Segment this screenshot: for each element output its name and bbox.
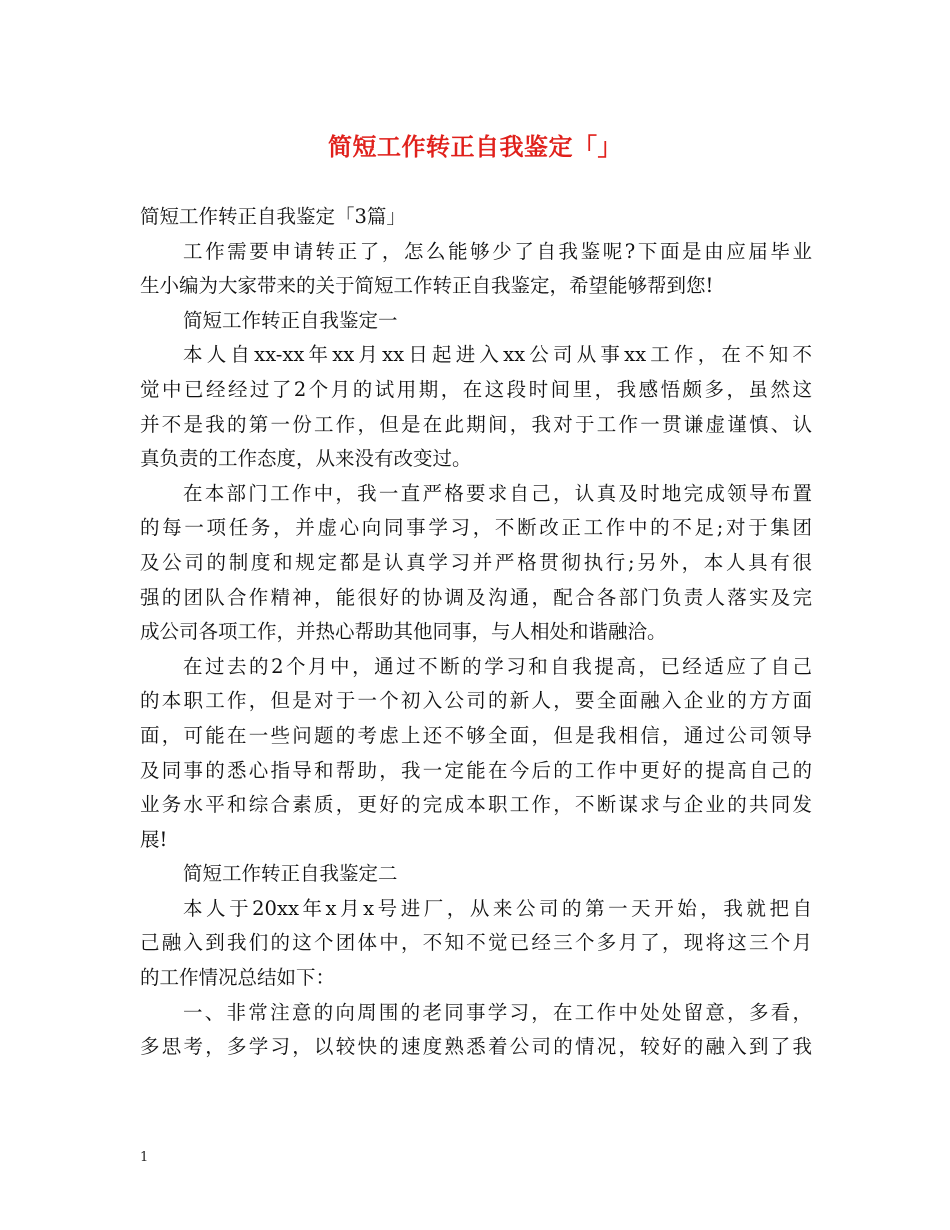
subtitle-line: 简短工作转正自我鉴定「3篇」 [140, 205, 406, 228]
paragraph-line: 本人于20xx年x月x号进厂，从来公司的第一天开始，我就把自 [183, 896, 812, 920]
paragraph-line: 展! [140, 827, 168, 851]
paragraph-line: 的本职工作，但是对于一个初入公司的新人，要全面融入企业的方方面 [140, 689, 812, 713]
paragraph-line: 工作需要申请转正了，怎么能够少了自我鉴呢?下面是由应届毕业 [183, 239, 812, 263]
paragraph-line: 在本部门工作中，我一直严格要求自己，认真及时地完成领导布置 [183, 481, 812, 505]
paragraph-line: 并不是我的第一份工作，但是在此期间，我对于工作一贯谦虚谨慎、认 [140, 412, 812, 436]
paragraph-line: 觉中已经经过了2个月的试用期，在这段时间里，我感悟颇多，虽然这 [140, 377, 812, 401]
paragraph-line: 强的团队合作精神，能很好的协调及沟通，配合各部门负责人落实及完 [140, 585, 812, 609]
paragraph-line: 成公司各项工作，并热心帮助其他同事，与人相处和谐融洽。 [140, 620, 667, 644]
paragraph-line: 生小编为大家带来的关于简短工作转正自我鉴定，希望能够帮到您! [140, 274, 714, 298]
paragraph-line: 的每一项任务，并虚心向同事学习，不断改正工作中的不足;对于集团 [140, 516, 812, 540]
paragraph-line: 业务水平和综合素质，更好的完成本职工作，不断谋求与企业的共同发 [140, 793, 812, 817]
page-number: 1 [140, 1150, 149, 1165]
section-heading: 简短工作转正自我鉴定一 [183, 308, 398, 332]
paragraph-line: 及公司的制度和规定都是认真学习并严格贯彻执行;另外，本人具有很 [140, 550, 812, 574]
paragraph-line: 及同事的悉心指导和帮助，我一定能在今后的工作中更好的提高自己的 [140, 758, 812, 782]
paragraph-line: 一、非常注意的向周围的老同事学习，在工作中处处留意，多看， [183, 1000, 812, 1024]
document-body [140, 200, 812, 1065]
paragraph-line: 多思考，多学习，以较快的速度熟悉着公司的情况，较好的融入到了我 [140, 1035, 812, 1059]
paragraph-line: 己融入到我们的这个团体中，不知不觉已经三个多月了，现将这三个月 [140, 931, 812, 955]
paragraph-line: 真负责的工作态度，从来没有改变过。 [140, 447, 472, 471]
paragraph-line: 的工作情况总结如下： [140, 966, 336, 990]
paragraph-line: 面，可能在一些问题的考虑上还不够全面，但是我相信，通过公司领导 [140, 723, 812, 747]
paragraph-line: 在过去的2个月中，通过不断的学习和自我提高，已经适应了自己 [183, 654, 812, 678]
paragraph-line: 本人自xx-xx年xx月xx日起进入xx公司从事xx工作，在不知不 [183, 343, 812, 367]
document-title: 简短工作转正自我鉴定「」 [328, 132, 622, 161]
section-heading: 简短工作转正自我鉴定二 [183, 862, 398, 886]
